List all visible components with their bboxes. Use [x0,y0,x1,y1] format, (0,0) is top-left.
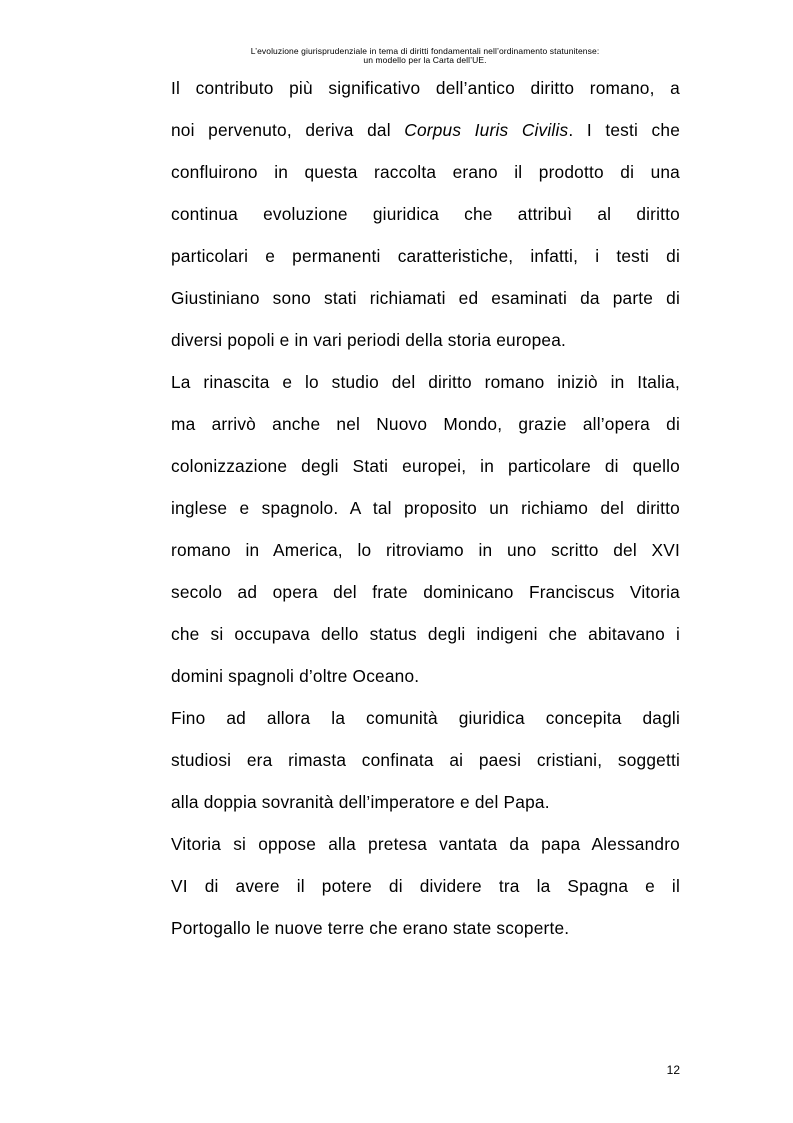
body-text [171,67,680,949]
paragraph [171,823,680,949]
text-run: ma arrivò anche nel Nuovo Mondo, grazie all’opera di [171,414,680,434]
text-line [171,235,680,277]
text-line [171,487,680,529]
text-line [171,823,680,865]
running-header-line-2: un modello per la Carta dell’UE. [363,55,487,65]
text-line [171,739,680,781]
text-line [171,529,680,571]
text-line [171,151,680,193]
paragraph [171,361,680,697]
text-run: VI di avere il potere di dividere tra la Spagna e il [171,876,680,896]
text-line [171,319,680,361]
text-line [171,193,680,235]
text-line [171,67,680,109]
text-line [171,655,680,697]
text-line [171,865,680,907]
italic-title: Corpus Iuris Civilis [404,120,569,140]
text-run: Giustiniano sono stati richiamati ed esaminati da parte di [171,288,680,308]
text-line [171,781,680,823]
text-line [171,109,680,151]
text-run: Fino ad allora la comunità giuridica concepita dagli [171,708,680,728]
paragraph [171,697,680,823]
text-run: particolari e permanenti caratteristiche, infatti, i testi di [171,246,680,266]
page-number: 12 [666,1063,680,1077]
text-run: Portogallo le nuove terre che erano state scoperte. [171,918,570,938]
running-header-line-1: L’evoluzione giurisprudenziale in tema di diritti fondamentali nell’ordinamento statunitense: [250,46,600,56]
text-run: domini spagnoli d’oltre Oceano. [171,666,420,686]
text-line [171,613,680,655]
text-run: continua evoluzione giuridica che attribuì al diritto [171,204,680,224]
text-line [171,907,680,949]
text-run: . I testi che [568,120,681,140]
text-run: noi pervenuto, deriva dal [171,120,405,140]
text-run: che si occupava dello status degli indigeni che abitavano i [171,624,680,644]
running-header [170,47,680,65]
text-line [171,403,680,445]
text-run: alla doppia sovranità dell’imperatore e del Papa. [171,792,550,812]
text-line [171,277,680,319]
text-line [171,571,680,613]
text-run: confluirono in questa raccolta erano il prodotto di una [171,162,680,182]
text-line [171,361,680,403]
text-run: Il contributo più significativo dell’antico diritto romano, a [171,78,680,98]
text-run: Vitoria si oppose alla pretesa vantata da papa Alessandro [171,834,680,854]
text-run: La rinascita e lo studio del diritto romano iniziò in Italia, [171,372,680,392]
text-run: romano in America, lo ritroviamo in uno scritto del XVI [171,540,680,560]
text-run: diversi popoli e in vari periodi della storia europea. [171,330,567,350]
text-line [171,445,680,487]
paragraph [171,67,680,361]
text-run: secolo ad opera del frate dominicano Franciscus Vitoria [171,582,680,602]
text-run: studiosi era rimasta confinata ai paesi cristiani, soggetti [171,750,680,770]
text-run: inglese e spagnolo. A tal proposito un richiamo del diritto [171,498,680,518]
text-run: colonizzazione degli Stati europei, in particolare di quello [171,456,680,476]
text-line [171,697,680,739]
